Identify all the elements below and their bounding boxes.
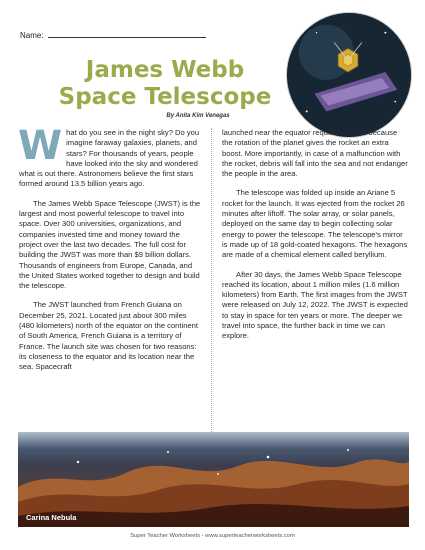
- byline: By Anita Kim Venegas: [166, 113, 230, 119]
- paragraph-3-continued: launched near the equator require less fuel because the rotation of the planet gives the rocket an extra boost. More importantly, in case of a malfunction with the rocket, debris will fall into the sea and not endanger the people in the area.: [222, 128, 408, 179]
- carina-nebula-image: [18, 432, 409, 527]
- column-divider: [211, 128, 212, 460]
- paragraph-3: The JWST launched from French Guiana on December 25, 2021. Located just about 300 miles (480 kilometers) north of the equator on the continent of South America, French Guiana is a territory of France. The launch site was chosen for two reasons: its closeness to the equator and its location near the sea. Spacecraft: [19, 300, 198, 372]
- right-column: [222, 128, 408, 351]
- paragraph-5: After 30 days, the James Webb Space Telescope reached its location, about 1 million miles (1.6 million kilometers) from Earth. The first images from the JWST were released on July 12, 2022. The JWST is expected to stay in space for ten years or more. The deeper we travel into space, the further back in time we can explore.: [222, 269, 408, 341]
- image-caption: Carina Nebula: [26, 513, 77, 522]
- nebula-illustration-icon: [18, 432, 409, 527]
- paragraph-1: [18, 123, 203, 190]
- footer-credit: Super Teacher Worksheets - www.superteacherworksheets.com: [130, 533, 295, 539]
- title-line-1: James Webb: [85, 57, 245, 83]
- name-label: Name:: [20, 31, 44, 40]
- article-title: [40, 57, 290, 111]
- name-blank-line[interactable]: [48, 30, 206, 38]
- paragraph-1-text: hat do you see in the night sky? Do you imagine faraway galaxies, planets, and stars? For thousands of years, people have looked into the sky and wondered what is out there. Astronomers believe the first stars formed around 13.5 billion years ago.: [19, 128, 200, 189]
- title-line-2: Space Telescope: [58, 84, 272, 110]
- left-column: [18, 123, 203, 382]
- paragraph-4: The telescope was folded up inside an Ariane 5 rocket for the launch. It was ejected from the rocket 26 minutes after liftoff. The solar array, or solar panels, deployed on the same day to begin collecting solar energy to power the telescope. The telescope's mirror is made up of 18 gold-coated hexagons. The hexagons are made of a chemical element called beryllium.: [222, 188, 408, 260]
- name-field-row: [20, 30, 206, 40]
- telescope-image: [286, 12, 412, 138]
- telescope-illustration-icon: [287, 13, 411, 137]
- paragraph-2: The James Webb Space Telescope (JWST) is the largest and most powerful telescope to travel into space. Over 300 universities, organizations, and companies invested time and money toward the project over the last two decades. The full cost for building the JWST was more than $9 billion dollars. Thousands of engineers from Europe, Canada, and the United States worked together to design and build the telescope.: [19, 198, 201, 291]
- drop-cap: W: [18, 123, 63, 169]
